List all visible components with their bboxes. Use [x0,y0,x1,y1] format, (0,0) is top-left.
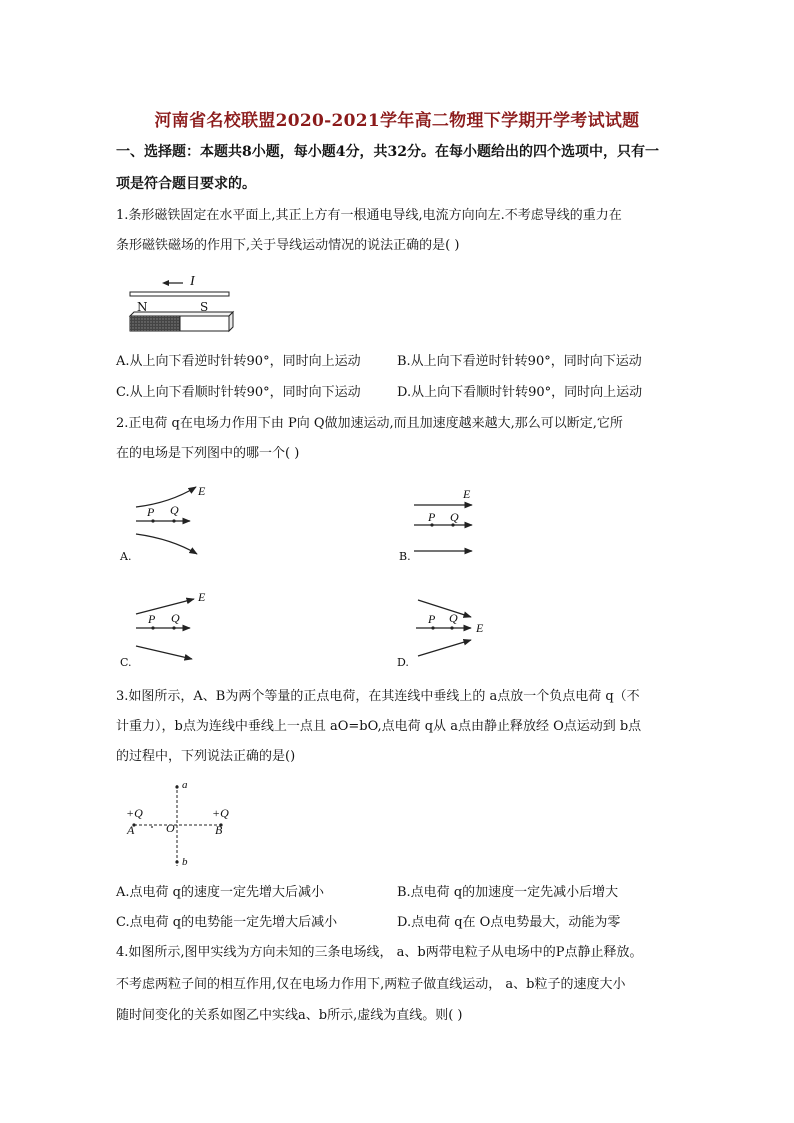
q2c-p-label: P [148,612,156,626]
q1-option-a: A.从上向下看逆时针转90°，同时向上运动 [116,354,361,369]
q2-stem-line2: 在的电场是下列图中的哪一个( ) [116,446,300,461]
q1-wire [130,292,229,296]
q2-option-d-label: D. [397,656,409,669]
q1-current-label: I [190,274,195,289]
q3-A-label: A [127,823,135,837]
q2b-q-label: Q [450,510,459,524]
q3-option-b: B.点电荷 q的加速度一定先减小后增大 [397,885,619,900]
q3-a-label: a [182,779,188,791]
page-title: 河南省名校联盟2020-2021学年高二物理下学期开学考试试题 [154,111,640,131]
q1-option-b: B.从上向下看逆时针转90°，同时向下运动 [397,354,642,369]
q3-point-b [175,860,178,863]
q3-option-a: A.点电荷 q的速度一定先增大后减小 [116,885,324,900]
q1-magnet-south [180,316,229,331]
q2d-field-line-top [418,600,471,617]
q2d-q-label: Q [449,611,458,625]
q3-B-label: B [215,823,223,837]
section-heading-line2: 项是符合题目要求的。 [116,176,256,192]
q1-stem-line2: 条形磁铁磁场的作用下,关于导线运动情况的说法正确的是( ) [116,238,460,253]
q2d-e-label: E [476,621,484,635]
q3-O-label: O [166,821,175,835]
q3-stem-line2: 计重力），b点为连线中垂线上一点且 aO=bO,点电荷 q从 a点由静止释放经 O点运动到 b点 [116,719,642,734]
q2-option-a-label: A. [120,550,132,563]
q3-stem-line1: 3.如图所示，A、B为两个等量的正点电荷，在其连线中垂线上的 a点放一个负点电荷 q（不 [116,689,640,704]
q2a-p-label: P [147,505,155,519]
q2-stem-line1: 2.正电荷 q在电场力作用下由 P向 Q做加速运动,而且加速度越来越大,那么可以断定,它所 [116,416,623,431]
q2a-field-line-top [136,487,196,507]
q2a-field-line-bottom [136,534,197,554]
q3-charge-b-label: +Q [212,806,229,820]
section-heading-line1: 一、选择题：本题共8小题，每小题4分，共32分。在每小题给出的四个选项中，只有一 [116,144,659,160]
q2c-field-line-top [136,599,194,614]
q2d-p-label: P [428,612,436,626]
q3-option-c: C.点电荷 q的电势能一定先增大后减小 [116,915,338,930]
q3-option-d: D.点电荷 q在 O点电势最大，动能为零 [397,915,621,930]
q3-charge-a-label: +Q [126,806,143,820]
q3-charges-figure [0,0,1,1]
q2-option-b-label: B. [399,550,411,563]
q2d-field-line-bottom [418,640,471,656]
q1-south-label: S [200,300,209,314]
q4-stem-line1: 4.如图所示,图甲实线为方向未知的三条电场线， a、b两带电粒子从电场中的P点静止释放。 [116,945,643,960]
q2b-p-label: P [428,510,436,524]
q2b-e-label: E [463,487,471,501]
q3-b-label: b [182,856,188,868]
q2c-e-label: E [198,590,206,604]
q2a-e-label: E [198,484,206,498]
q2c-q-label: Q [171,611,180,625]
q1-north-label: N [137,300,148,314]
q1-stem-line1: 1.条形磁铁固定在水平面上,其正上方有一根通电导线,电流方向向左.不考虑导线的重力在 [116,208,622,223]
q4-stem-line3: 随时间变化的关系如图乙中实线a、b所示,虚线为直线。则( ) [116,1008,463,1023]
q1-option-d: D.从上向下看顺时针转90°，同时向上运动 [397,385,643,400]
q2c-field-line-bottom [136,646,192,659]
q3-stem-line3: 的过程中，下列说法正确的是() [116,749,296,764]
q2-option-c-label: C. [120,656,132,669]
q2a-q-label: Q [170,503,179,517]
q1-option-c: C.从上向下看顺时针转90°，同时向下运动 [116,385,361,400]
q4-stem-line2: 不考虑两粒子间的相互作用,仅在电场力作用下,两粒子做直线运动， a、b粒子的速度大小 [116,977,626,992]
q3-point-a [175,785,178,788]
